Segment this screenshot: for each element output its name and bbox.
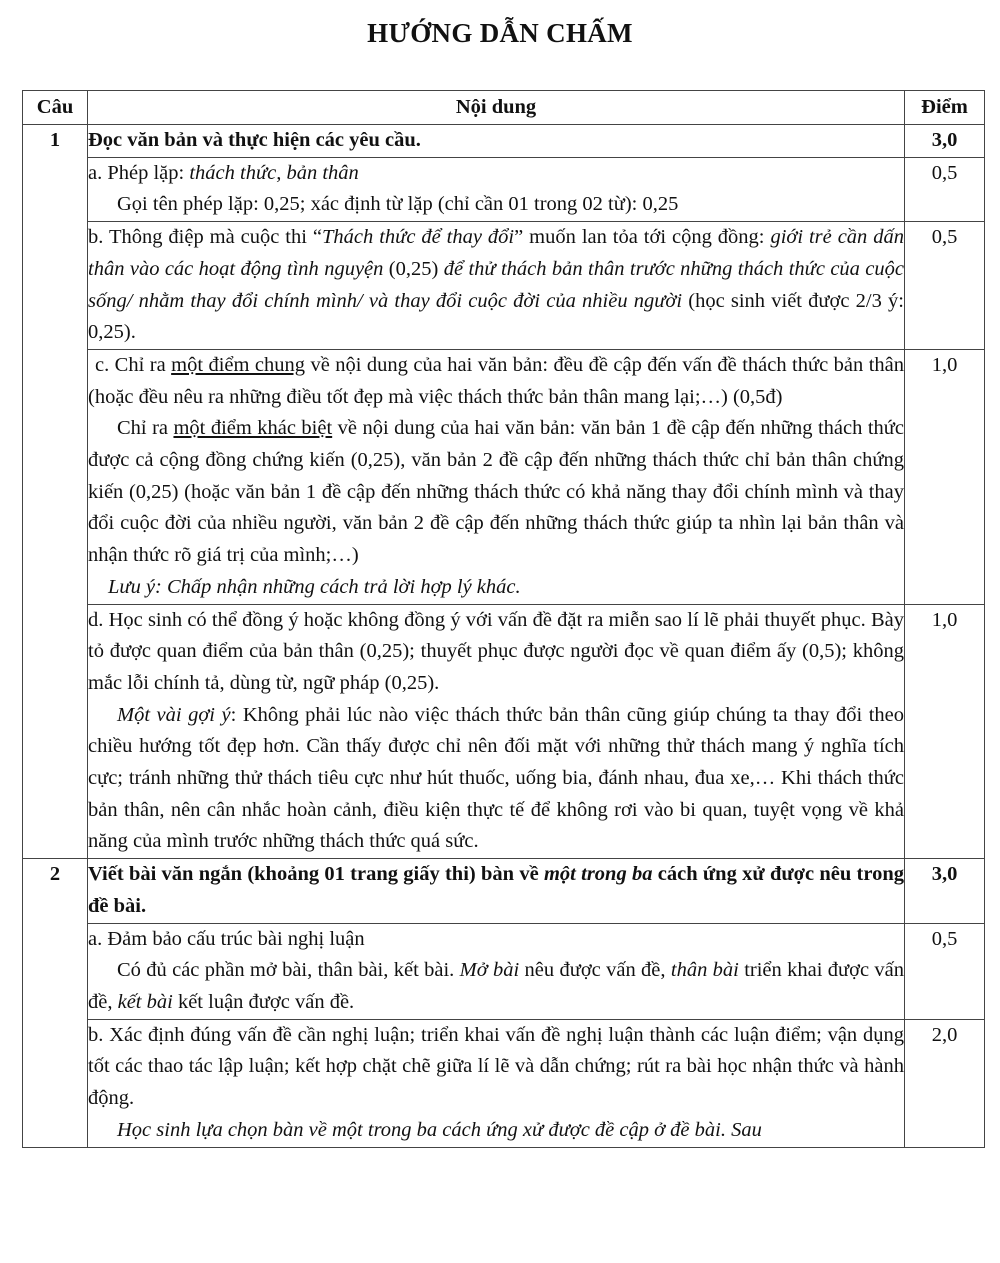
score: 1,0 bbox=[905, 604, 985, 859]
text: Viết bài văn ngắn (khoảng 01 trang giấy thi) bàn về bbox=[88, 863, 544, 886]
score: 2,0 bbox=[905, 1019, 985, 1147]
score: 0,5 bbox=[905, 222, 985, 350]
section-heading: Đọc văn bản và thực hiện các yêu cầu. bbox=[88, 125, 905, 158]
text: b. Xác định đúng vấn đề cần nghị luận; triển khai vấn đề nghị luận thành các luận điểm; vận dụng tốt các thao tác lập luận; kết hợp chặt chẽ giữa lí lẽ và dẫn chứng; rút ra bài học nhận thức và hành động. bbox=[88, 1023, 904, 1110]
score: 0,5 bbox=[905, 923, 985, 1019]
header-diem: Điểm bbox=[905, 91, 985, 125]
text: a. Phép lặp: bbox=[88, 161, 190, 184]
score: 1,0 bbox=[905, 349, 985, 604]
text: Học sinh lựa chọn bàn về một trong ba cách ứng xử được đề cập ở đề bài. Sau bbox=[117, 1118, 762, 1141]
score: 0,5 bbox=[905, 157, 985, 221]
text: d. Học sinh có thể đồng ý hoặc không đồng ý với vấn đề đặt ra miễn sao lí lẽ phải thuyết phục. Bày tỏ được quan điểm của bản thân (0,25); thuyết phục được người đọc về quan điểm ấy (0,5); không mắc lỗi chính tả, dùng từ, ngữ pháp (0,25). bbox=[88, 608, 904, 694]
text: ” muốn lan tỏa tới cộng đồng: bbox=[514, 226, 771, 249]
score: 3,0 bbox=[905, 859, 985, 923]
table-row bbox=[23, 125, 985, 158]
text: về nội dung của hai văn bản: đều đề cập đến vấn đề thách thức bản thân (hoặc đều nêu ra những điều tốt đẹp mà việc thách thức bản thân mang lại;…) (0,5đ) bbox=[88, 353, 904, 408]
text: giới trẻ cần dấn thân vào các hoạt động tình nguyện bbox=[88, 226, 904, 280]
header-noi-dung: Nội dung bbox=[88, 91, 905, 125]
item-a bbox=[88, 157, 905, 221]
grading-table bbox=[22, 90, 985, 1148]
question-number: 1 bbox=[23, 125, 88, 859]
text: : Không phải lúc nào việc thách thức bản thân cũng giúp chúng ta thay đổi theo chiều hướng tốt đẹp hơn. Cần thấy được chỉ nên đối mặt với những thử thách mang ý nghĩa tích cực; tránh những thử thách tiêu cực như hút thuốc, uống bia, đánh nhau, đua xe,… Khi thách thức bản thân, nên cân nhắc hoàn cảnh, điều kiện thực tế để không rơi vào bi quan, tuyệt vọng về khả năng của mình trước những thách thức quá sức. bbox=[88, 703, 904, 853]
table-row bbox=[23, 222, 985, 350]
table-row bbox=[23, 157, 985, 221]
table-row bbox=[23, 604, 985, 859]
table-row bbox=[23, 923, 985, 1019]
note: Lưu ý: Chấp nhận những cách trả lời hợp lý khác. bbox=[108, 575, 521, 598]
item-d bbox=[88, 604, 905, 859]
page-title: HƯỚNG DẪN CHẤM bbox=[367, 18, 633, 48]
text: cách ứng xử được nêu trong đề bài. bbox=[88, 863, 905, 917]
text: a. Đảm bảo cấu trúc bài nghị luận bbox=[88, 927, 365, 950]
item-b bbox=[88, 1019, 905, 1147]
text: Một vài gợi ý bbox=[117, 703, 231, 726]
text: nêu được vấn đề, bbox=[519, 959, 671, 982]
score: 3,0 bbox=[905, 125, 985, 158]
text: một điểm khác biệt bbox=[173, 417, 333, 440]
text: một điểm chung bbox=[171, 353, 306, 376]
text: Thách thức để thay đổi bbox=[322, 226, 515, 249]
header-cau: Câu bbox=[23, 91, 88, 125]
text: (0,25) bbox=[383, 257, 444, 280]
text: kết bài bbox=[117, 990, 173, 1013]
text: b. Thông điệp mà cuộc thi “ bbox=[88, 226, 322, 249]
text: Mở bài bbox=[459, 959, 520, 982]
text: để thử thách bản thân trước những thách thức của cuộc sống/ nhằm thay đổi chính mình/ và thay đổi cuộc đời của nhiều người bbox=[88, 257, 905, 312]
text: Chỉ ra bbox=[117, 417, 174, 440]
section-heading bbox=[88, 859, 905, 923]
text: một trong ba bbox=[543, 863, 653, 886]
text: về nội dung của hai văn bản: văn bản 1 đề cập đến những thách thức được cả cộng đồng chứng kiến (0,25), văn bản 2 đề cập đến những thách thức chỉ bản thân chứng kiến (0,25) (hoặc văn bản 1 đề cập đến những thách thức có khả năng thay đổi chính mình và thay đổi cuộc đời của nhiều người, văn bản 2 đề cập đến những thách thức giúp ta nhìn lại bản thân và nhận thức rõ giá trị của mình;…) bbox=[88, 417, 904, 567]
table-header-row bbox=[23, 91, 985, 125]
text: thách thức, bản thân bbox=[189, 161, 359, 184]
item-b bbox=[88, 222, 905, 350]
text: thân bài bbox=[670, 959, 739, 982]
text: c. Chỉ ra bbox=[95, 353, 172, 376]
text: triển khai được vấn đề, bbox=[88, 959, 904, 1013]
question-number: 2 bbox=[23, 859, 88, 1147]
text: kết luận được vấn đề. bbox=[172, 990, 355, 1013]
table-row bbox=[23, 859, 985, 923]
text: Gọi tên phép lặp: 0,25; xác định từ lặp (chỉ cần 01 trong 02 từ): 0,25 bbox=[117, 193, 679, 216]
item-c bbox=[88, 349, 905, 604]
table-row bbox=[23, 1019, 985, 1147]
item-a bbox=[88, 923, 905, 1019]
text: (học sinh viết được 2/3 ý: 0,25). bbox=[88, 289, 905, 344]
table-row bbox=[23, 349, 985, 604]
text: Có đủ các phần mở bài, thân bài, kết bài. bbox=[117, 959, 460, 982]
